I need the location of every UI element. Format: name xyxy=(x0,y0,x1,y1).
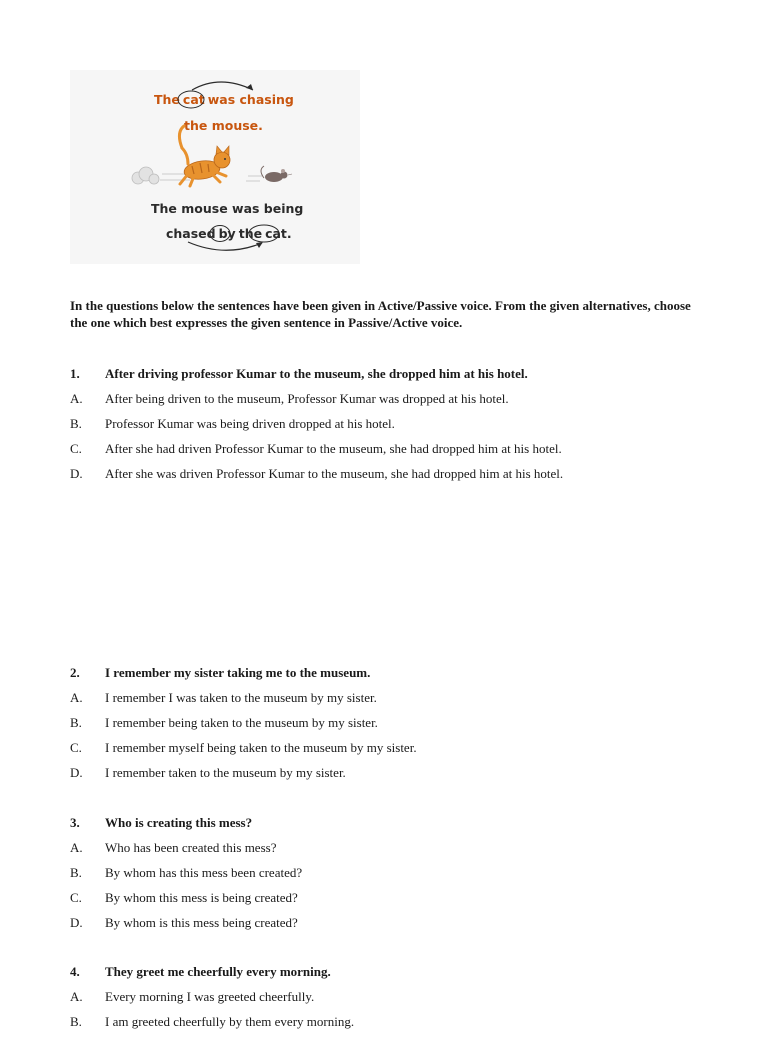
question-stem xyxy=(70,815,710,840)
option-letter: B. xyxy=(70,416,82,431)
question-text: After driving professor Kumar to the museum, she dropped him at his hotel. xyxy=(105,366,528,381)
option-text: I remember I was taken to the museum by my sister. xyxy=(105,690,377,705)
option-text: Every morning I was greeted cheerfully. xyxy=(105,989,315,1004)
option-b xyxy=(70,1014,710,1039)
option-a xyxy=(70,391,710,416)
option-b xyxy=(70,865,710,890)
option-c xyxy=(70,740,710,765)
active-passive-illustration xyxy=(70,70,360,264)
question-text: I remember my sister taking me to the museum. xyxy=(105,665,371,680)
option-letter: D. xyxy=(70,765,83,780)
question-2 xyxy=(70,665,710,790)
option-text: By whom this mess is being created? xyxy=(105,890,298,905)
option-letter: A. xyxy=(70,391,83,406)
active-sentence-line2: the mouse. xyxy=(184,118,263,133)
option-letter: C. xyxy=(70,441,82,456)
option-letter: C. xyxy=(70,740,82,755)
option-b xyxy=(70,416,710,441)
option-text: By whom is this mess being created? xyxy=(105,915,298,930)
option-text: I remember being taken to the museum by my sister. xyxy=(105,715,378,730)
active-sentence-line1: The cat was chasing xyxy=(154,92,294,107)
option-text: I remember myself being taken to the museum by my sister. xyxy=(105,740,417,755)
option-text: After she had driven Professor Kumar to the museum, she had dropped him at his hotel. xyxy=(105,441,562,456)
option-a xyxy=(70,989,710,1014)
passive-arrow xyxy=(188,242,262,250)
option-text: Who has been created this mess? xyxy=(105,840,277,855)
option-text: After being driven to the museum, Professor Kumar was dropped at his hotel. xyxy=(105,391,509,406)
option-letter: B. xyxy=(70,715,82,730)
question-number: 1. xyxy=(70,366,80,381)
option-d xyxy=(70,915,710,940)
option-a xyxy=(70,840,710,865)
option-letter: B. xyxy=(70,865,82,880)
active-arrow xyxy=(192,82,253,90)
option-text: I remember taken to the museum by my sister. xyxy=(105,765,346,780)
instructions: In the questions below the sentences have been given in Active/Passive voice. From the given alternatives, choose the one which best expresses the given sentence in Passive/Active voice. xyxy=(70,298,691,330)
question-4 xyxy=(70,964,710,1039)
question-number: 2. xyxy=(70,665,80,680)
passive-sentence-line1: The mouse was being xyxy=(151,201,304,216)
option-text: I am greeted cheerfully by them every morning. xyxy=(105,1014,355,1029)
question-text: Who is creating this mess? xyxy=(105,815,253,830)
option-text: Professor Kumar was being driven dropped at his hotel. xyxy=(105,416,395,431)
question-stem xyxy=(70,366,710,391)
option-b xyxy=(70,715,710,740)
question-stem xyxy=(70,665,710,690)
question-stem xyxy=(70,964,710,989)
option-a xyxy=(70,690,710,715)
question-number: 3. xyxy=(70,815,80,830)
mouse-icon xyxy=(246,166,292,182)
question-text: They greet me cheerfully every morning. xyxy=(105,964,331,979)
option-c xyxy=(70,890,710,915)
question-3 xyxy=(70,815,710,940)
option-letter: C. xyxy=(70,890,82,905)
option-letter: B. xyxy=(70,1014,82,1029)
passive-sentence-line2: chased by the cat. xyxy=(166,226,292,241)
option-letter: A. xyxy=(70,840,83,855)
option-d xyxy=(70,765,710,790)
option-letter: D. xyxy=(70,466,83,481)
option-text: After she was driven Professor Kumar to the museum, she had dropped him at his hotel. xyxy=(105,466,564,481)
option-d xyxy=(70,466,710,491)
option-letter: A. xyxy=(70,690,83,705)
question-1 xyxy=(70,366,710,491)
option-c xyxy=(70,441,710,466)
option-letter: A. xyxy=(70,989,83,1004)
question-number: 4. xyxy=(70,964,80,979)
option-letter: D. xyxy=(70,915,83,930)
option-text: By whom has this mess been created? xyxy=(105,865,303,880)
running-cat-icon xyxy=(179,126,230,186)
